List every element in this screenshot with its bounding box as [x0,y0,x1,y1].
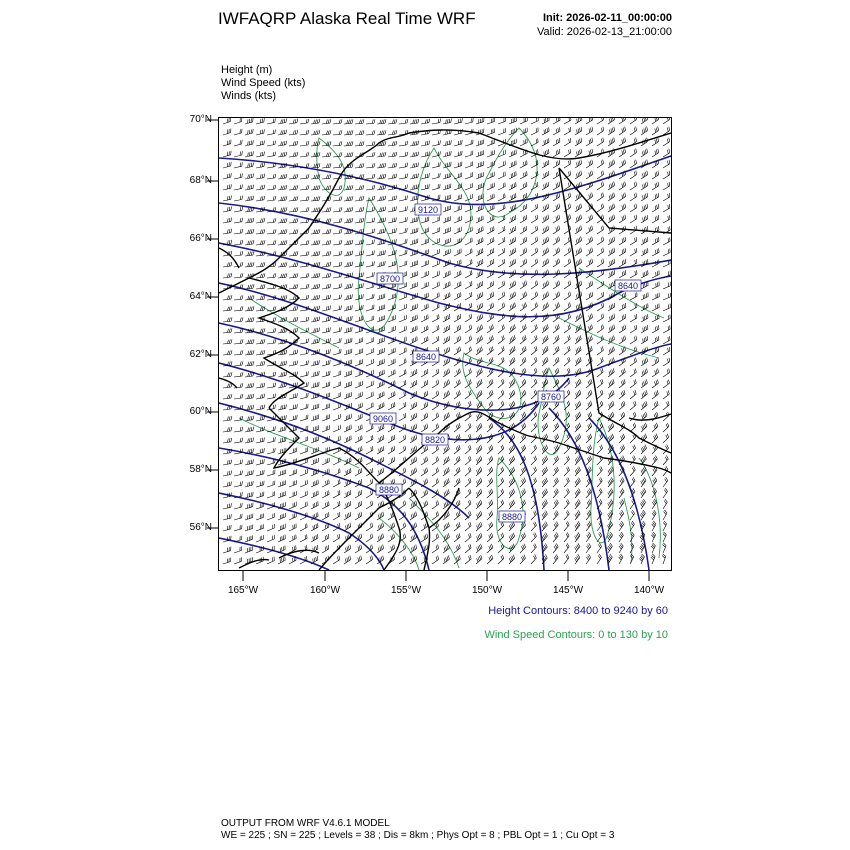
field-wind-speed: Wind Speed (kts) [221,77,306,89]
lon-label-160: 160°W [309,585,341,596]
contour-label-1 [415,204,441,215]
lon-label-140: 140°W [633,585,665,596]
lon-label-155: 155°W [390,585,422,596]
contour-label-6 [422,434,448,445]
lat-label-58: 58°N [189,464,212,475]
wind-speed-contour-legend: Wind Speed Contours: 0 to 130 by 10 [484,629,668,641]
contour-labels [370,204,641,522]
lat-label-66: 66°N [189,233,212,244]
svg-text:8880: 8880 [379,485,400,495]
lat-label-60: 60°N [189,406,212,417]
lat-label-68: 68°N [189,175,212,186]
lat-label-56: 56°N [189,522,212,533]
contour-label-3 [377,273,403,284]
init-time: Init: 2026-02-11_00:00:00 [542,12,672,24]
lat-label-62: 62°N [189,349,212,360]
height-contour-legend: Height Contours: 8400 to 9240 by 60 [488,605,668,617]
lon-label-165: 165°W [227,585,259,596]
svg-text:8700: 8700 [380,274,401,284]
contour-label-8 [499,511,525,522]
lat-label-64: 64°N [189,291,212,302]
svg-text:8820: 8820 [425,435,446,445]
svg-text:9120: 9120 [418,205,439,215]
lat-label-70: 70°N [189,114,212,125]
contour-label-7 [376,484,402,495]
lon-label-150: 150°W [471,585,503,596]
contour-label-2 [615,280,641,291]
valid-time: Valid: 2026-02-13_21:00:00 [537,26,672,38]
field-winds: Winds (kts) [221,90,276,102]
wind-barbs [223,118,670,564]
svg-text:8640: 8640 [618,281,639,291]
map-canvas [219,118,671,570]
contour-label-9 [370,413,396,424]
map-plot-area [218,117,672,571]
contour-label-4 [413,351,439,362]
lon-label-145: 145°W [552,585,584,596]
svg-text:8640: 8640 [416,352,437,362]
wind-barb-field [223,118,670,564]
model-settings: WE = 225 ; SN = 225 ; Levels = 38 ; Dis = 8km ; Phys Opt = 8 ; PBL Opt = 1 ; Cu Opt = 3 [221,830,615,841]
svg-text:8760: 8760 [541,392,562,402]
map-title: IWFAQRP Alaska Real Time WRF [218,9,476,28]
contour-label-5 [538,391,564,402]
svg-text:9060: 9060 [373,414,394,424]
svg-text:8880: 8880 [502,512,523,522]
field-height: Height (m) [221,64,273,76]
model-info: OUTPUT FROM WRF V4.6.1 MODEL [221,818,390,829]
